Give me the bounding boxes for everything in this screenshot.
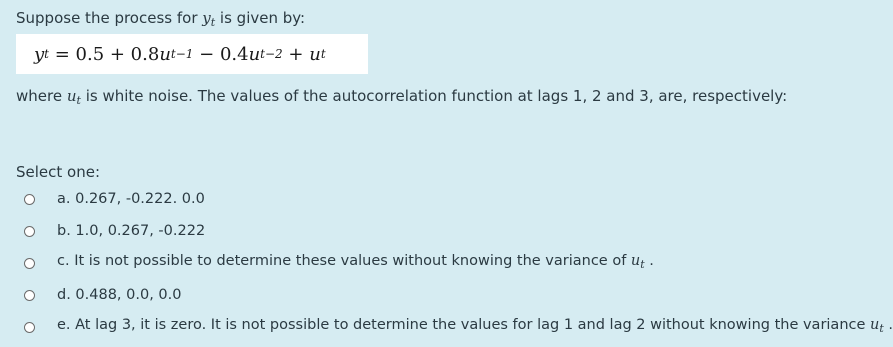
- option-c-label[interactable]: c. It is not possible to determine these values without knowing the variance of: [57, 253, 631, 269]
- question-body: [16, 86, 787, 111]
- option-d[interactable]: [0, 279, 874, 311]
- option-b-label[interactable]: b. 1.0, 0.267, -0.222: [57, 223, 206, 239]
- intro-suffix: is given by:: [215, 9, 306, 27]
- option-a-radio[interactable]: [24, 194, 35, 205]
- answer-options: [0, 183, 893, 343]
- option-b[interactable]: [0, 215, 874, 247]
- option-c-variable: u: [630, 253, 641, 269]
- option-d-label[interactable]: d. 0.488, 0.0, 0.0: [57, 287, 182, 303]
- equation-box: [16, 34, 368, 74]
- option-e-tail: .: [883, 317, 893, 333]
- option-c-radio[interactable]: [24, 258, 35, 269]
- body-variable-subscript: t: [76, 94, 81, 107]
- option-a[interactable]: [0, 183, 874, 215]
- intro-prefix: Suppose the process for: [16, 9, 203, 27]
- option-e-radio[interactable]: [24, 322, 35, 333]
- option-e-variable: u: [870, 317, 880, 333]
- equation-plus-part: +: [282, 43, 310, 65]
- option-e[interactable]: [0, 311, 893, 343]
- body-prefix: where: [16, 87, 67, 105]
- body-variable: u: [66, 87, 77, 105]
- equation-u2-var: u: [248, 43, 261, 65]
- equation-lhs-var: y: [34, 43, 45, 65]
- equation-u1-sub: t−1: [170, 47, 194, 61]
- body-suffix: is white noise. The values of the autocorrelation function at lags 1, 2 and 3, are, respectively:: [80, 87, 788, 105]
- question-intro: [16, 8, 305, 33]
- option-e-label-group[interactable]: [57, 315, 893, 339]
- option-b-radio[interactable]: [24, 226, 35, 237]
- equation-lhs-sub: t: [44, 47, 49, 61]
- equation-eq-part: = 0.5 + 0.8: [49, 43, 160, 65]
- option-e-variable-subscript: t: [879, 322, 884, 335]
- equation-u2-sub: t−2: [260, 47, 283, 61]
- equation-u3-var: u: [309, 43, 321, 65]
- intro-variable: y: [202, 9, 211, 27]
- equation-u1-var: u: [159, 43, 171, 65]
- option-d-radio[interactable]: [24, 290, 35, 301]
- option-e-label[interactable]: e. At lag 3, it is zero. It is not possible to determine the values for lag 1 and lag 2 without knowing the variance: [57, 317, 871, 333]
- select-one-label: Select one:: [16, 163, 101, 181]
- option-a-label[interactable]: a. 0.267, -0.222. 0.0: [57, 191, 205, 207]
- option-c-label-group[interactable]: [57, 251, 654, 275]
- option-c-variable-subscript: t: [640, 258, 645, 271]
- option-c-tail: .: [644, 253, 654, 269]
- option-c[interactable]: [0, 247, 874, 279]
- intro-variable-subscript: t: [210, 16, 216, 29]
- equation-u3-sub: t: [320, 47, 326, 61]
- equation-minus-part: − 0.4: [193, 43, 249, 65]
